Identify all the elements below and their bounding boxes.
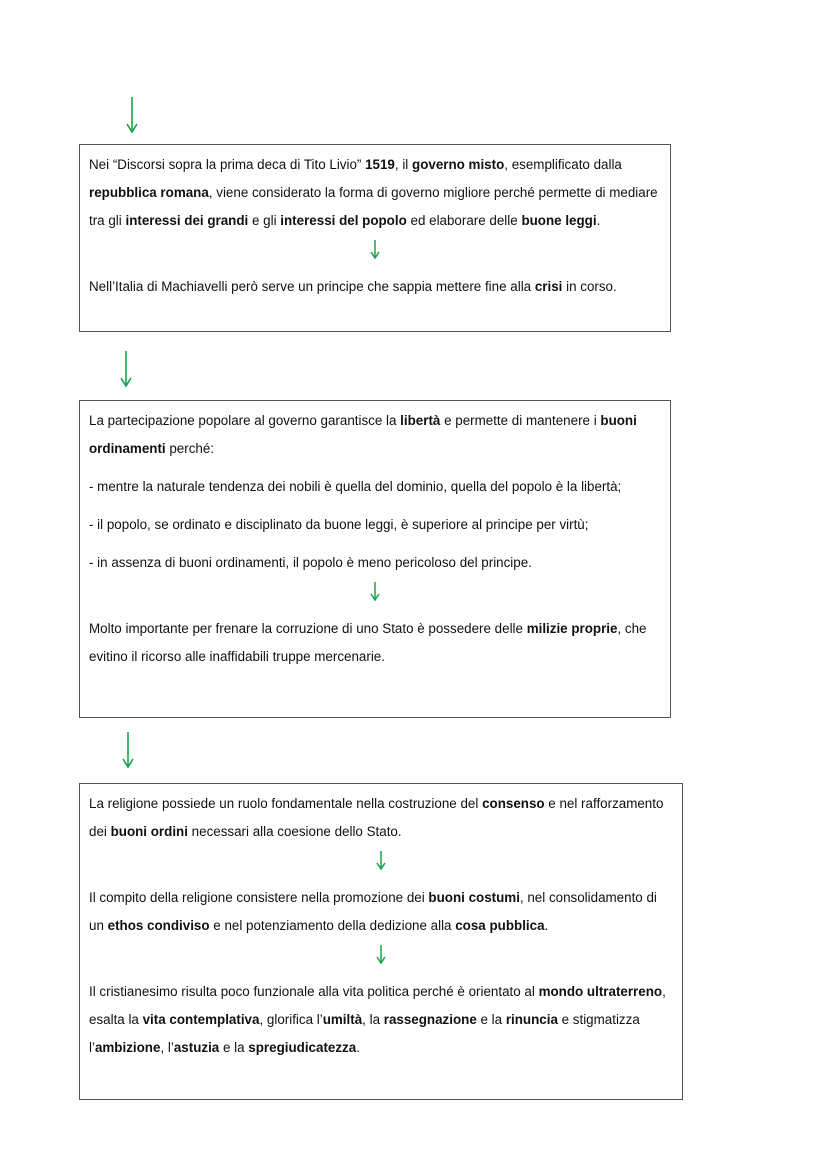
paragraph-governo-misto (89, 151, 661, 235)
bold-term: cosa pubblica (455, 918, 545, 933)
text-segment: , viene considerato la forma di governo migliore perché permette di mediare tra gli (89, 185, 658, 228)
text-segment: e gli (248, 213, 281, 228)
paragraph-cristianesimo (89, 978, 673, 1062)
bold-term: spregiudicatezza (248, 1040, 357, 1055)
text-box-discorsi (79, 144, 671, 332)
text-segment: in corso. (562, 279, 617, 294)
text-segment: La religione possiede un ruolo fondamentale nella costruzione del (89, 796, 483, 811)
paragraph-compito-religione (89, 884, 673, 940)
bold-term: buone leggi (521, 213, 597, 228)
bold-term: mondo ultraterreno (538, 984, 663, 999)
down-arrow-icon (89, 940, 673, 968)
bold-term: rassegnazione (383, 1012, 477, 1027)
bold-term: repubblica romana (89, 185, 209, 200)
text-segment: e stigmatizza l’ (89, 1012, 640, 1055)
text-box-religione (79, 783, 683, 1100)
text-segment: , esemplificato dalla (504, 157, 622, 172)
bold-term: ambizione (94, 1040, 161, 1055)
bullet-item: - mentre la naturale tendenza dei nobili è quella del dominio, quella del popolo è la libertà; (89, 479, 622, 494)
text-segment: Nell’Italia di Machiavelli però serve un principe che sappia mettere fine alla (89, 279, 535, 294)
text-segment: perché: (165, 441, 215, 456)
down-arrow-icon (89, 577, 661, 605)
down-arrow-icon (125, 96, 139, 134)
bold-term: vita contemplativa (142, 1012, 260, 1027)
text-segment: , l’ (160, 1040, 174, 1055)
text-segment: Il cristianesimo risulta poco funzionale alla vita politica perché è orientato al (89, 984, 539, 999)
text-segment: La partecipazione popolare al governo garantisce la (89, 413, 401, 428)
bold-term: crisi (534, 279, 563, 294)
paragraph-milizie (89, 615, 661, 671)
text-segment: . (596, 213, 601, 228)
bold-term: buoni costumi (428, 890, 520, 905)
bold-term: 1519 (365, 157, 395, 172)
bold-term: astuzia (173, 1040, 220, 1055)
bold-term: interessi dei grandi (125, 213, 249, 228)
paragraph-principe-crisi (89, 273, 661, 301)
text-segment: necessari alla coesione dello Stato. (187, 824, 402, 839)
text-segment: e permette di mantenere i (440, 413, 601, 428)
paragraph-religione-consenso (89, 790, 673, 846)
text-segment: Il compito della religione consistere nella promozione dei (89, 890, 429, 905)
text-segment: ed elaborare delle (406, 213, 522, 228)
bold-term: governo misto (412, 157, 505, 172)
down-arrow-icon (89, 846, 673, 874)
bullet-item: - il popolo, se ordinato e disciplinato da buone leggi, è superiore al principe per virtù; (89, 517, 589, 532)
bold-term: consenso (482, 796, 545, 811)
text-segment: Nei “Discorsi sopra la prima deca di Tito Livio” (89, 157, 366, 172)
bold-term: milizie proprie (526, 621, 618, 636)
bullet-item: - in assenza di buoni ordinamenti, il popolo è meno pericoloso del principe. (89, 555, 532, 570)
text-segment: , glorifica l’ (259, 1012, 323, 1027)
bold-term: buoni ordini (110, 824, 188, 839)
bold-term: umiltà (322, 1012, 363, 1027)
text-segment: , il (394, 157, 413, 172)
bold-term: libertà (400, 413, 441, 428)
text-segment: Molto importante per frenare la corruzione di uno Stato è possedere delle (89, 621, 527, 636)
text-segment: . (544, 918, 549, 933)
bold-term: buoni ordinamenti (89, 413, 637, 456)
down-arrow-icon (119, 350, 133, 388)
text-box-partecipazione (79, 400, 671, 718)
text-segment: e nel rafforzamento dei (89, 796, 664, 839)
bold-term: rinuncia (505, 1012, 558, 1027)
text-segment: , la (362, 1012, 384, 1027)
text-segment: . (356, 1040, 360, 1055)
bold-term: ethos condiviso (107, 918, 210, 933)
paragraph-partecipazione (89, 407, 661, 463)
text-segment: , che evitino il ricorso alle inaffidabili truppe mercenarie. (89, 621, 647, 664)
down-arrow-icon (121, 731, 135, 769)
text-segment: , nel consolidamento di un (89, 890, 657, 933)
down-arrow-icon (89, 235, 661, 263)
text-segment: , esalta la (89, 984, 666, 1027)
text-segment: e la (219, 1040, 249, 1055)
bold-term: interessi del popolo (280, 213, 407, 228)
text-segment: e nel potenziamento della dedizione alla (209, 918, 456, 933)
text-segment: e la (476, 1012, 506, 1027)
